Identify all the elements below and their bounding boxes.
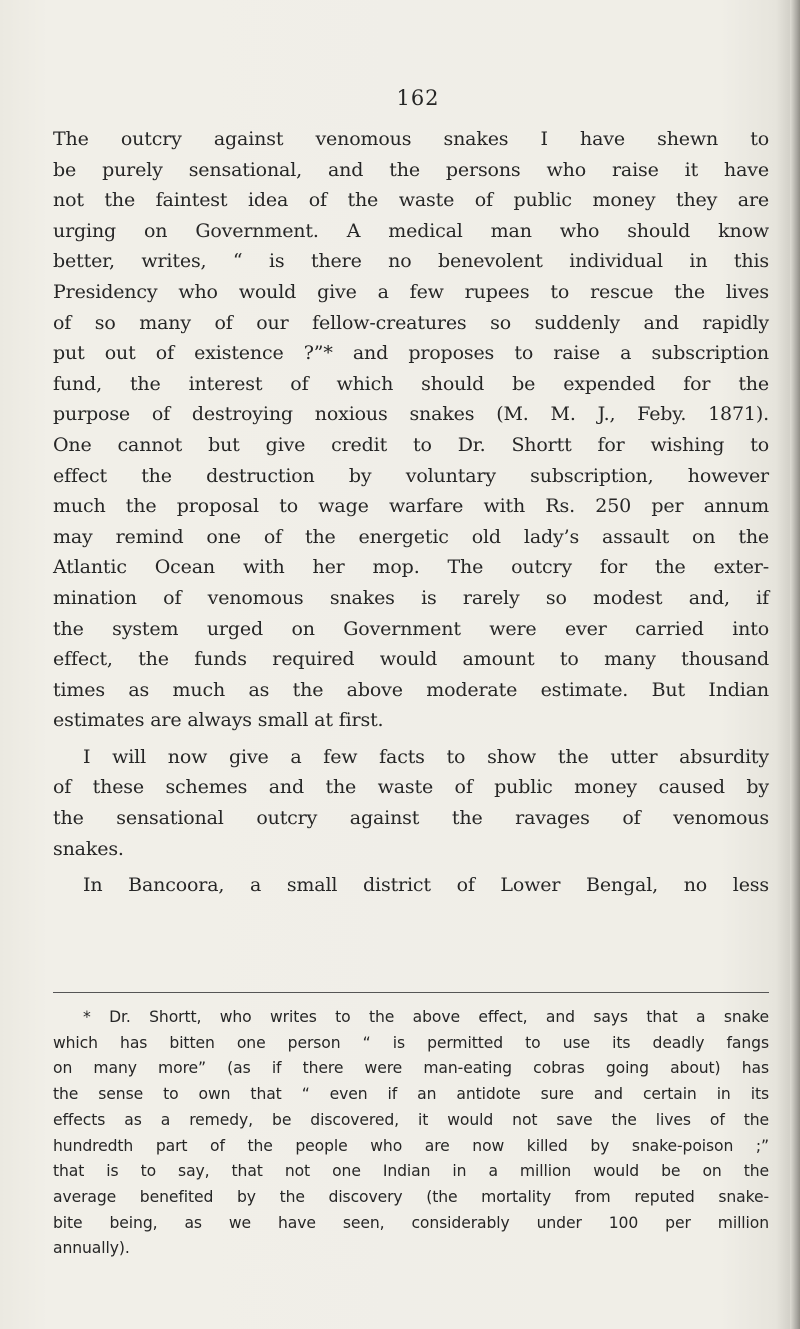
text-line: The outcry against venomous snakes I have shewn to	[53, 128, 769, 150]
footnote-line: effects as a remedy, be discovered, it would not save the lives of the	[53, 1110, 769, 1129]
text-line: One cannot but give credit to Dr. Shortt for wishing to	[53, 433, 769, 456]
text-line: Atlantic Ocean with her mop. The outcry for the exter-	[53, 556, 769, 579]
footnote-line: on many more” (as if there were man-eating cobras going about) has	[53, 1059, 769, 1078]
text-line: In Bancoora, a small district of Lower Bengal, no less	[83, 874, 769, 897]
paragraph-2	[53, 742, 769, 864]
footnote-line: average benefited by the discovery (the mortality from reputed snake-	[53, 1187, 769, 1206]
text-line: the system urged on Government were ever carried into	[53, 617, 769, 640]
text-line: estimates are always small at first.	[53, 709, 384, 732]
paragraph-3	[53, 870, 769, 901]
text-line: snakes.	[53, 837, 124, 860]
footnote	[53, 1005, 769, 1262]
text-line: times as much as the above moderate estimate. But Indian	[53, 678, 769, 701]
text-line: effect, the funds required would amount to many thousand	[53, 648, 769, 671]
text-line: of so many of our fellow-creatures so suddenly and rapidly	[53, 311, 769, 334]
text-line: fund, the interest of which should be expended for the	[53, 372, 769, 395]
paragraph-1	[53, 124, 769, 736]
text-line: better, writes, “ is there no benevolent individual in this	[53, 250, 769, 273]
text-line: effect the destruction by voluntary subscription, however	[53, 464, 769, 487]
footnote-line: * Dr. Shortt, who writes to the above effect, and says that a snake	[83, 1008, 769, 1026]
text-line: of these schemes and the waste of public money caused by	[53, 776, 769, 799]
footnote-line: hundredth part of the people who are now killed by snake-poison ;”	[53, 1136, 769, 1155]
main-text	[53, 124, 769, 907]
text-line: not the faintest idea of the waste of public money they are	[53, 189, 769, 212]
footnote-line: which has bitten one person “ is permitted to use its deadly fangs	[53, 1033, 769, 1052]
footnote-line: that is to say, that not one Indian in a million would be on the	[53, 1162, 769, 1181]
page-number: 162	[396, 86, 440, 110]
footnote-line: annually).	[53, 1239, 130, 1258]
text-line: mination of venomous snakes is rarely so modest and, if	[53, 586, 769, 609]
footnote-line: the sense to own that “ even if an antidote sure and certain in its	[53, 1085, 769, 1104]
footnote-line: bite being, as we have seen, considerably under 100 per million	[53, 1213, 769, 1232]
text-line: I will now give a few facts to show the utter absurdity	[83, 745, 769, 768]
text-line: be purely sensational, and the persons who raise it have	[53, 158, 769, 181]
text-line: Presidency who would give a few rupees to rescue the lives	[53, 280, 769, 303]
text-line: put out of existence ?”* and proposes to raise a subscription	[53, 342, 769, 365]
text-line: much the proposal to wage warfare with Rs. 250 per annum	[53, 495, 769, 518]
text-line: the sensational outcry against the ravages of venomous	[53, 807, 769, 830]
text-line: purpose of destroying noxious snakes (M. M. J., Feby. 1871).	[53, 403, 769, 426]
page-edge-shadow	[790, 0, 800, 1329]
footnote-divider	[53, 992, 769, 993]
text-line: may remind one of the energetic old lady’s assault on the	[53, 525, 769, 548]
text-line: urging on Government. A medical man who should know	[53, 219, 769, 242]
